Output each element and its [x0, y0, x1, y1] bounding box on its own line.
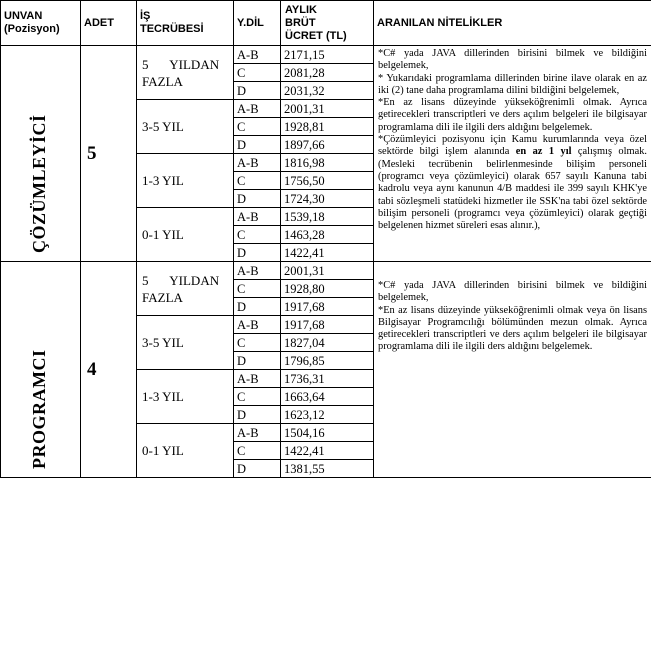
salary-value: 2081,28 — [281, 64, 374, 82]
experience-label: 0-1 YIL — [142, 443, 184, 458]
header-ucret: AYLIK BRÜT ÜCRET (TL) — [281, 1, 374, 46]
salary-value: 2031,32 — [281, 82, 374, 100]
salary-value: 1463,28 — [281, 226, 374, 244]
language-level: D — [234, 190, 281, 208]
salary-value: 1724,30 — [281, 190, 374, 208]
qualifications-cell — [374, 46, 651, 262]
salary-value: 2001,31 — [281, 262, 374, 280]
salary-value: 1928,80 — [281, 280, 374, 298]
language-level: A-B — [234, 46, 281, 64]
salary-value: 2001,31 — [281, 100, 374, 118]
salary-value: 1539,18 — [281, 208, 374, 226]
position-title-cell — [1, 46, 81, 262]
position-title-cell — [1, 262, 81, 478]
position-count: 4 — [81, 262, 137, 478]
language-level: A-B — [234, 154, 281, 172]
experience-label: FAZLA — [142, 73, 183, 89]
experience-cell — [137, 100, 234, 154]
language-level: A-B — [234, 262, 281, 280]
header-row — [1, 1, 651, 46]
header-tecrube: İŞ TECRÜBESİ — [137, 1, 234, 46]
language-level: D — [234, 298, 281, 316]
header-unvan: UNVAN (Pozisyon) — [1, 1, 81, 46]
qualifications-text: *C# yada JAVA dillerinden birisini bilmek ve bildiğini belgelemek, * Yukarıdaki programlama dillerinden birine ilave olarak en az iki (2) tane daha programlama dilini bildiğini belgelemek, *En az lisans düzeyinde yükseköğrenimli olmak. Ayrıca getirecekleri transcriptleri ve ders açılım belgeleri ile bilgisayar programlama dili ile ilgili ders aldığını belgelemek. *Çözümleyici pozisyonu için Kamu kurumlarında veya özel sektörde bilgi işlem alanında en az 1 yıl çalışmış olmak. (Mesleki tecrübenin belirlenmesinde bilişim personeli (programcı veya çözümleyici) olarak 657 sayılı Kanuna tabi kadrolu veya aynı kanunun 4/B maddesi ile 399 sayılı KHK'ye tabi sözleşmeli statüdeki hizmetler ile SSK'na tabi özel sektörde bilişim personeli (programcı veya çözümleyici) olarak geçtiği belgelenen hizmet süreleri esas alınır.), — [378, 48, 648, 232]
language-level: A-B — [234, 208, 281, 226]
language-level: D — [234, 82, 281, 100]
language-level: D — [234, 406, 281, 424]
salary-value: 1928,81 — [281, 118, 374, 136]
experience-label: 5 YILDAN — [142, 272, 220, 288]
salary-value: 1796,85 — [281, 352, 374, 370]
salary-value: 1381,55 — [281, 460, 374, 478]
language-level: C — [234, 226, 281, 244]
language-level: C — [234, 388, 281, 406]
salary-value: 1422,41 — [281, 442, 374, 460]
salary-value: 1663,64 — [281, 388, 374, 406]
experience-label: 5 YILDAN — [142, 56, 220, 72]
position-title: ÇÖZÜMLEYİCİ — [28, 114, 49, 253]
experience-cell — [137, 154, 234, 208]
language-level: D — [234, 460, 281, 478]
experience-cell — [137, 316, 234, 370]
position-title: PROGRAMCI — [28, 349, 49, 469]
language-level: A-B — [234, 316, 281, 334]
experience-label: 3-5 YIL — [142, 119, 184, 134]
experience-label: 1-3 YIL — [142, 173, 184, 188]
language-level: A-B — [234, 100, 281, 118]
language-level: C — [234, 118, 281, 136]
header-adet: ADET — [81, 1, 137, 46]
experience-cell — [137, 424, 234, 478]
language-level: A-B — [234, 424, 281, 442]
header-nitelik: ARANILAN NİTELİKLER — [374, 1, 651, 46]
experience-label: FAZLA — [142, 289, 183, 305]
language-level: C — [234, 442, 281, 460]
language-level: C — [234, 334, 281, 352]
language-level: D — [234, 244, 281, 262]
salary-value: 1917,68 — [281, 298, 374, 316]
experience-cell — [137, 208, 234, 262]
qualifications-cell — [374, 262, 651, 478]
salary-value: 1736,31 — [281, 370, 374, 388]
table-row — [1, 262, 651, 280]
table-row — [1, 46, 651, 64]
experience-cell — [137, 46, 234, 100]
qualifications-text: *C# yada JAVA dillerinden birisini bilmek ve bildiğini belgelemek, *En az lisans düzeyinde yükseköğrenimli olmak veya ön lisans Bilgisayar Programcılığı bölümünden mezun olmak. Ayrıca getirecekleri transcriptleri ve ders açılım belgeleri ile bilgisayar programlama dili ile ilgili ders aldığını belgelemek. — [378, 280, 647, 353]
language-level: C — [234, 280, 281, 298]
position-count: 5 — [81, 46, 137, 262]
header-ydil: Y.DİL — [234, 1, 281, 46]
experience-label: 1-3 YIL — [142, 389, 184, 404]
language-level: C — [234, 172, 281, 190]
salary-value: 1827,04 — [281, 334, 374, 352]
salary-value: 1816,98 — [281, 154, 374, 172]
salary-value: 1917,68 — [281, 316, 374, 334]
experience-cell — [137, 370, 234, 424]
salary-value: 1504,16 — [281, 424, 374, 442]
salary-value: 1623,12 — [281, 406, 374, 424]
experience-label: 3-5 YIL — [142, 335, 184, 350]
salary-value: 2171,15 — [281, 46, 374, 64]
salary-value: 1422,41 — [281, 244, 374, 262]
language-level: D — [234, 136, 281, 154]
salary-value: 1897,66 — [281, 136, 374, 154]
language-level: A-B — [234, 370, 281, 388]
language-level: D — [234, 352, 281, 370]
experience-label: 0-1 YIL — [142, 227, 184, 242]
language-level: C — [234, 64, 281, 82]
experience-cell — [137, 262, 234, 316]
salary-value: 1756,50 — [281, 172, 374, 190]
